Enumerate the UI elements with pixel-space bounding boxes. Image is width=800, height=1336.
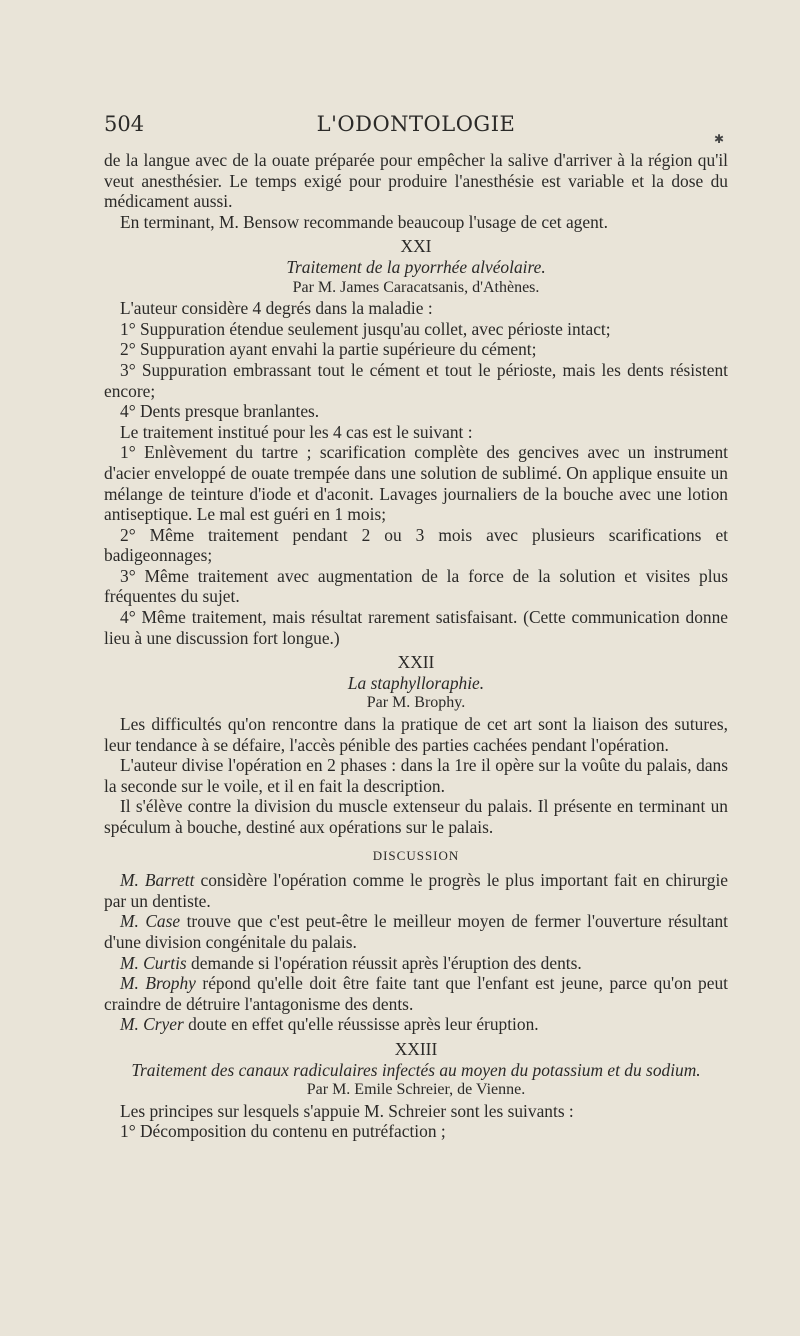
- speaker-text: répond qu'elle doit être faite tant que l'enfant est jeune, parce qu'on peut craindre de détruire l'antagonisme des dents.: [104, 973, 728, 1014]
- page-number: 504: [104, 112, 145, 136]
- paragraph: Les principes sur lesquels s'appuie M. Schreier sont les suivants :: [120, 1100, 574, 1121]
- speaker-name: M. Case: [120, 911, 181, 932]
- discussion-paragraph: [104, 870, 728, 911]
- paragraph: Il s'élève contre la division du muscle extenseur du palais. Il présente en terminant un spéculum à bouche, destiné aux opérations sur le palais.: [104, 796, 728, 837]
- author-byline: Par M. Brophy.: [366, 694, 466, 712]
- paragraph: 4° Même traitement, mais résultat rarement satisfaisant. (Cette communication donne lieu à une discussion fort longue.): [104, 607, 728, 648]
- paragraph: Les difficultés qu'on rencontre dans la pratique de cet art sont la liaison des sutures, leur tendance à se défaire, l'accès pénible des parties cachées pendant l'opération.: [104, 714, 728, 755]
- speaker-text: considère l'opération comme le progrès le plus important fait en chirurgie par un dentiste.: [104, 870, 728, 911]
- speaker-name: M. Brophy: [120, 973, 196, 994]
- stamp-mark-icon: ✱: [714, 132, 725, 146]
- discussion-paragraph: [104, 953, 728, 974]
- paragraph: Le traitement institué pour les 4 cas est le suivant :: [120, 421, 473, 442]
- speaker-name: M. Curtis: [120, 952, 187, 973]
- section-title: La staphylloraphie.: [347, 672, 485, 693]
- paragraph: 1° Suppuration étendue seulement jusqu'au collet, avec périoste intact;: [120, 318, 611, 339]
- discussion-paragraph: [104, 911, 728, 952]
- section-title: Traitement des canaux radiculaires infectés au moyen du potassium et du sodium.: [131, 1059, 701, 1080]
- speaker-name: M. Barrett: [120, 870, 195, 891]
- paragraph: 3° Suppuration embrassant tout le cément et tout le périoste, mais les dents résistent encore;: [104, 359, 728, 401]
- author-byline: Par M. James Caracatsanis, d'Athènes.: [292, 278, 540, 296]
- paragraph: L'auteur divise l'opération en 2 phases : dans la 1re il opère sur la voûte du palais, dans la seconde sur le voile, et il en fait la description.: [104, 755, 728, 796]
- paragraph: 3° Même traitement avec augmentation de la force de la solution et visites plus fréquentes du sujet.: [104, 565, 728, 607]
- section-number: XXIII: [394, 1038, 438, 1059]
- speaker-name: M. Cryer: [120, 1014, 184, 1035]
- paragraph: 2° Même traitement pendant 2 ou 3 mois avec plusieurs scarifications et badigeonnages;: [104, 524, 728, 566]
- speaker-text: doute en effet qu'elle réussisse après leur éruption.: [183, 1014, 539, 1035]
- paragraph: L'auteur considère 4 degrés dans la maladie :: [120, 298, 433, 319]
- paragraph: 2° Suppuration ayant envahi la partie supérieure du cément;: [120, 339, 537, 360]
- discussion-paragraph: [104, 1014, 728, 1035]
- author-byline: Par M. Emile Schreier, de Vienne.: [306, 1081, 526, 1099]
- paragraph: de la langue avec de la ouate préparée pour empêcher la salive d'arriver à la région qu'il veut anesthésier. Le temps exigé pour produire l'anesthésie est variable et la dose du médicament aussi.: [104, 150, 728, 212]
- section-number: XXII: [397, 652, 435, 673]
- section-number: XXI: [400, 236, 432, 257]
- discussion-paragraph: [104, 973, 728, 1014]
- running-head: L'ODONTOLOGIE: [316, 112, 516, 136]
- section-title: Traitement de la pyorrhée alvéolaire.: [286, 256, 546, 277]
- paragraph: 1° Décomposition du contenu en putréfaction ;: [120, 1121, 446, 1142]
- discussion-heading: DISCUSSION: [372, 847, 460, 863]
- paragraph: 4° Dents presque branlantes.: [120, 401, 320, 422]
- paragraph: En terminant, M. Bensow recommande beaucoup l'usage de cet agent.: [120, 211, 608, 232]
- paragraph: 1° Enlèvement du tartre ; scarification complète des gencives avec un instrument d'acier enveloppé de ouate trempée dans une solution de sublimé. On applique ensuite un mélange de teinture d'iode et d'aconit. Lavages journaliers de la bouche avec une lotion antiseptique. Le mal est guéri en 1 mois;: [104, 442, 728, 525]
- speaker-text: demande si l'opération réussit après l'éruption des dents.: [186, 952, 582, 973]
- speaker-text: trouve que c'est peut-être le meilleur moyen de fermer l'ouverture résultant d'une division congénitale du palais.: [104, 911, 728, 952]
- page-header: [104, 112, 728, 144]
- body-text: [104, 150, 728, 1142]
